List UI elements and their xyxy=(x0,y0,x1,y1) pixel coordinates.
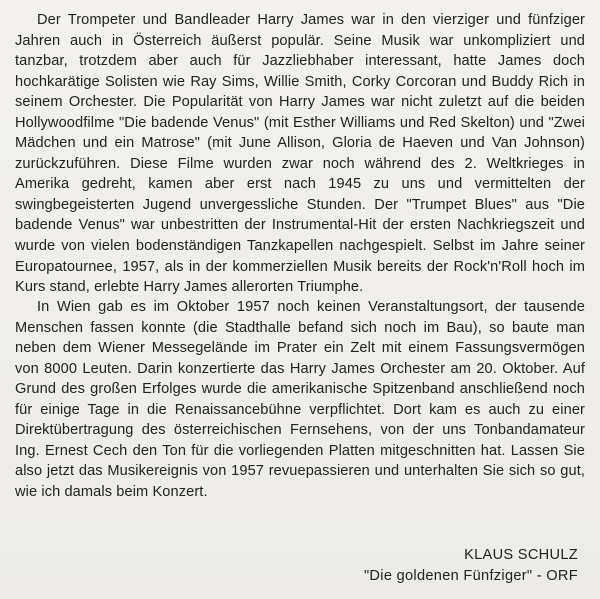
paragraph-1: Der Trompeter und Bandleader Harry James war in den vierziger und fünfziger Jahren auch in Österreich äußerst populär. Seine Musik war unkompliziert und tanzbar, trotzdem aber auch für Jazzliebhaber interessant, hatte James doch hochkarätige Solisten wie Ray Sims, Willie Smith, Corky Corcoran und Buddy Rich in seinem Orchester. Die Popularität von Harry James war nicht zuletzt auf die beiden Hollywoodfilme "Die badende Venus" (mit Esther Williams und Red Skelton) und "Zwei Mädchen und ein Matrose" (mit June Allison, Gloria de Haeven und Van Johnson) zurückzuführen. Diese Filme wurden zwar noch während des 2. Weltkrieges in Amerika gedreht, kamen aber erst nach 1945 zu uns und vermittelten der swingbegeisterten Jugend unvergessliche Stunden. Der "Trumpet Blues" aus "Die badende Venus" war unbestritten der Instrumental-Hit der ersten Nachkriegszeit und wurde von vielen bodenständigen Tanzkapellen nachgespielt. Selbst im Jahre seiner Europatournee, 1957, als in der kommerziellen Musik bereits der Rock'n'Roll hoch im Kurs stand, erlebte Harry James allerorten Triumphe. xyxy=(15,12,585,296)
source-attribution: "Die goldenen Fünfziger" - ORF xyxy=(363,568,578,584)
paragraph-2: In Wien gab es im Oktober 1957 noch keinen Veranstaltungsort, der tausende Menschen fassen konnte (die Stadthalle befand sich noch im Bau), so baute man neben dem Wiener Messegelände im Prater ein Zelt mit einem Fassungsvermögen von 8000 Leuten. Darin konzertierte das Harry James Orchester am 20. Oktober. Auf Grund des großen Erfolges wurde die amerikanische Spitzenband anschließend noch für einige Tage in die Renaissancebühne verpflichtet. Dort kam es auch zu einer Direktübertragung des österreichischen Fernsehens, von der uns Tonbandamateur Ing. Ernest Cech den Ton für die vorliegenden Platten mitgeschnitten hat. Lassen Sie also jetzt das Musikereignis von 1957 revuepassieren und unterhalten Sie sich so gut, wie ich damals beim Konzert. xyxy=(15,299,585,500)
author-signature: KLAUS SCHULZ xyxy=(464,547,578,563)
